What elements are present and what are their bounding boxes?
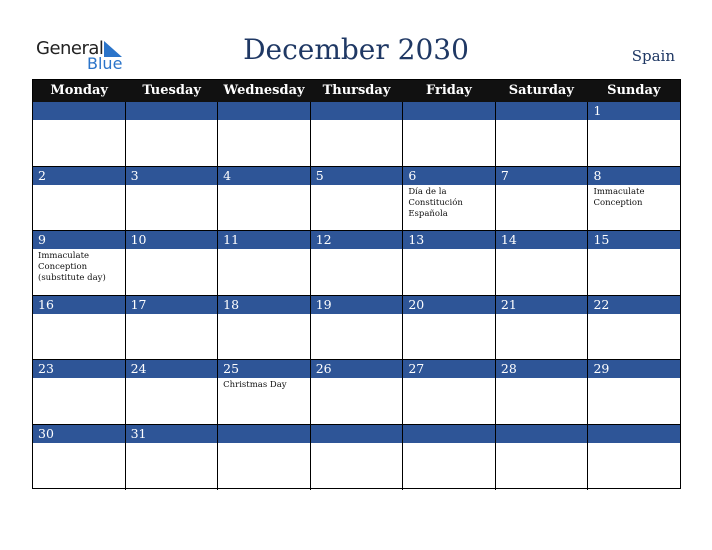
day-number: 23: [33, 360, 125, 378]
logo-blue-text: Blue: [87, 54, 123, 73]
day-event: [311, 314, 403, 360]
day-event: [126, 378, 218, 424]
calendar-day-cell[interactable]: [33, 167, 126, 232]
calendar-day-cell[interactable]: [403, 231, 496, 296]
day-event: [311, 249, 403, 295]
calendar-week-row: [33, 360, 680, 425]
calendar-day-cell[interactable]: [33, 360, 126, 425]
day-number: 16: [33, 296, 125, 314]
day-number: 24: [126, 360, 218, 378]
day-event: [311, 185, 403, 231]
calendar-day-cell[interactable]: [403, 167, 496, 232]
day-number: 17: [126, 296, 218, 314]
day-event: Día de la Constitución Española: [408, 186, 463, 219]
day-number: 25: [218, 360, 310, 378]
day-number: 3: [126, 167, 218, 185]
day-event: Immaculate Conception (substitute day): [38, 251, 106, 284]
day-number: [311, 425, 403, 443]
day-event: [33, 443, 125, 490]
day-event: [218, 120, 310, 166]
day-number: [126, 102, 218, 120]
day-event: [33, 120, 125, 166]
calendar-day-cell[interactable]: [126, 102, 219, 167]
day-number: 19: [311, 296, 403, 314]
calendar-day-cell[interactable]: [588, 102, 680, 167]
calendar-day-cell[interactable]: [33, 102, 126, 167]
day-event: [403, 120, 495, 166]
day-number: [588, 425, 680, 443]
logo-general-text: General: [36, 38, 104, 59]
day-number: [218, 425, 310, 443]
calendar-day-cell[interactable]: [403, 102, 496, 167]
day-number: 6: [403, 167, 495, 185]
calendar-day-cell[interactable]: [218, 167, 311, 232]
calendar-day-cell[interactable]: [33, 425, 126, 490]
day-number: [33, 102, 125, 120]
calendar-week-row: [33, 296, 680, 361]
day-number: [403, 102, 495, 120]
calendar-day-cell[interactable]: [126, 231, 219, 296]
day-event: [496, 185, 588, 231]
calendar-day-cell[interactable]: [496, 102, 589, 167]
day-event: [126, 120, 218, 166]
day-number: [218, 102, 310, 120]
calendar-day-cell[interactable]: [33, 231, 126, 296]
weekday-friday: Friday: [425, 83, 472, 98]
day-number: 13: [403, 231, 495, 249]
day-event: [126, 314, 218, 360]
day-event: [496, 314, 588, 360]
calendar-grid: [32, 79, 681, 489]
calendar-day-cell[interactable]: [496, 231, 589, 296]
calendar-week-row: [33, 231, 680, 296]
calendar-day-cell[interactable]: [311, 296, 404, 361]
day-number: [496, 425, 588, 443]
calendar-weeks: [33, 102, 680, 490]
day-event: [218, 314, 310, 360]
day-event: Immaculate Conception: [593, 186, 645, 208]
day-number: 4: [218, 167, 310, 185]
calendar-day-cell[interactable]: [218, 296, 311, 361]
calendar-day-cell[interactable]: [311, 167, 404, 232]
day-event: [126, 185, 218, 231]
calendar-day-cell[interactable]: [218, 231, 311, 296]
calendar-day-cell[interactable]: [218, 360, 311, 425]
calendar-day-cell[interactable]: [311, 425, 404, 490]
weekday-tuesday: Tuesday: [142, 83, 201, 98]
calendar-day-cell[interactable]: [126, 167, 219, 232]
day-event: [33, 185, 125, 231]
calendar-week-row: [33, 102, 680, 167]
calendar-day-cell[interactable]: [218, 102, 311, 167]
day-event: [311, 378, 403, 424]
page-title: December 2030: [243, 33, 469, 66]
day-number: 11: [218, 231, 310, 249]
day-number: 22: [588, 296, 680, 314]
day-number: [311, 102, 403, 120]
calendar-week-row: [33, 167, 680, 232]
day-number: 2: [33, 167, 125, 185]
day-event: [218, 249, 310, 295]
day-number: 7: [496, 167, 588, 185]
day-number: 10: [126, 231, 218, 249]
calendar-day-cell[interactable]: [218, 425, 311, 490]
day-number: 29: [588, 360, 680, 378]
day-event: [403, 249, 495, 295]
day-event: [588, 314, 680, 360]
day-number: 21: [496, 296, 588, 314]
day-event: [588, 249, 680, 295]
day-event: [588, 378, 680, 424]
calendar-day-cell[interactable]: [588, 167, 680, 232]
day-event: [496, 120, 588, 166]
calendar-day-cell[interactable]: [403, 360, 496, 425]
calendar-day-cell[interactable]: [33, 296, 126, 361]
day-event: [403, 443, 495, 490]
calendar-day-cell[interactable]: [588, 360, 680, 425]
day-event: [311, 443, 403, 490]
day-event: [496, 378, 588, 424]
calendar-day-cell[interactable]: [588, 231, 680, 296]
day-number: 20: [403, 296, 495, 314]
weekday-saturday: Saturday: [508, 83, 574, 98]
day-number: 15: [588, 231, 680, 249]
calendar-day-cell[interactable]: [311, 231, 404, 296]
day-event: [33, 378, 125, 424]
day-event: [33, 314, 125, 360]
calendar-day-cell[interactable]: [126, 425, 219, 490]
weekday-monday: Monday: [50, 83, 108, 98]
weekday-header-row: [33, 80, 680, 102]
day-event: [403, 314, 495, 360]
day-number: [496, 102, 588, 120]
day-event: [218, 185, 310, 231]
day-number: 28: [496, 360, 588, 378]
day-event: [126, 249, 218, 295]
day-event: Christmas Day: [223, 380, 287, 391]
calendar-day-cell[interactable]: [403, 296, 496, 361]
day-number: 9: [33, 231, 125, 249]
calendar-day-cell[interactable]: [496, 425, 589, 490]
day-event: [311, 120, 403, 166]
day-event: [588, 120, 680, 166]
day-event: [496, 443, 588, 490]
weekday-thursday: Thursday: [322, 83, 391, 98]
calendar-day-cell[interactable]: [496, 296, 589, 361]
calendar-day-cell[interactable]: [588, 425, 680, 490]
day-number: 12: [311, 231, 403, 249]
day-number: 14: [496, 231, 588, 249]
calendar-week-row: [33, 425, 680, 490]
calendar-day-cell[interactable]: [588, 296, 680, 361]
day-event: [588, 443, 680, 490]
calendar-day-cell[interactable]: [496, 360, 589, 425]
day-number: 8: [588, 167, 680, 185]
day-event: [496, 249, 588, 295]
calendar-day-cell[interactable]: [126, 360, 219, 425]
day-number: 5: [311, 167, 403, 185]
country-label: Spain: [631, 47, 675, 65]
calendar-day-cell[interactable]: [403, 425, 496, 490]
calendar-day-cell[interactable]: [126, 296, 219, 361]
calendar-day-cell[interactable]: [311, 102, 404, 167]
day-number: 1: [588, 102, 680, 120]
day-number: 31: [126, 425, 218, 443]
weekday-wednesday: Wednesday: [223, 83, 305, 98]
day-event: [126, 443, 218, 490]
day-number: 30: [33, 425, 125, 443]
calendar-day-cell[interactable]: [311, 360, 404, 425]
day-number: 26: [311, 360, 403, 378]
day-event: [403, 378, 495, 424]
weekday-sunday: Sunday: [607, 83, 661, 98]
day-number: 27: [403, 360, 495, 378]
calendar-day-cell[interactable]: [496, 167, 589, 232]
day-number: [403, 425, 495, 443]
day-number: 18: [218, 296, 310, 314]
day-event: [218, 443, 310, 490]
